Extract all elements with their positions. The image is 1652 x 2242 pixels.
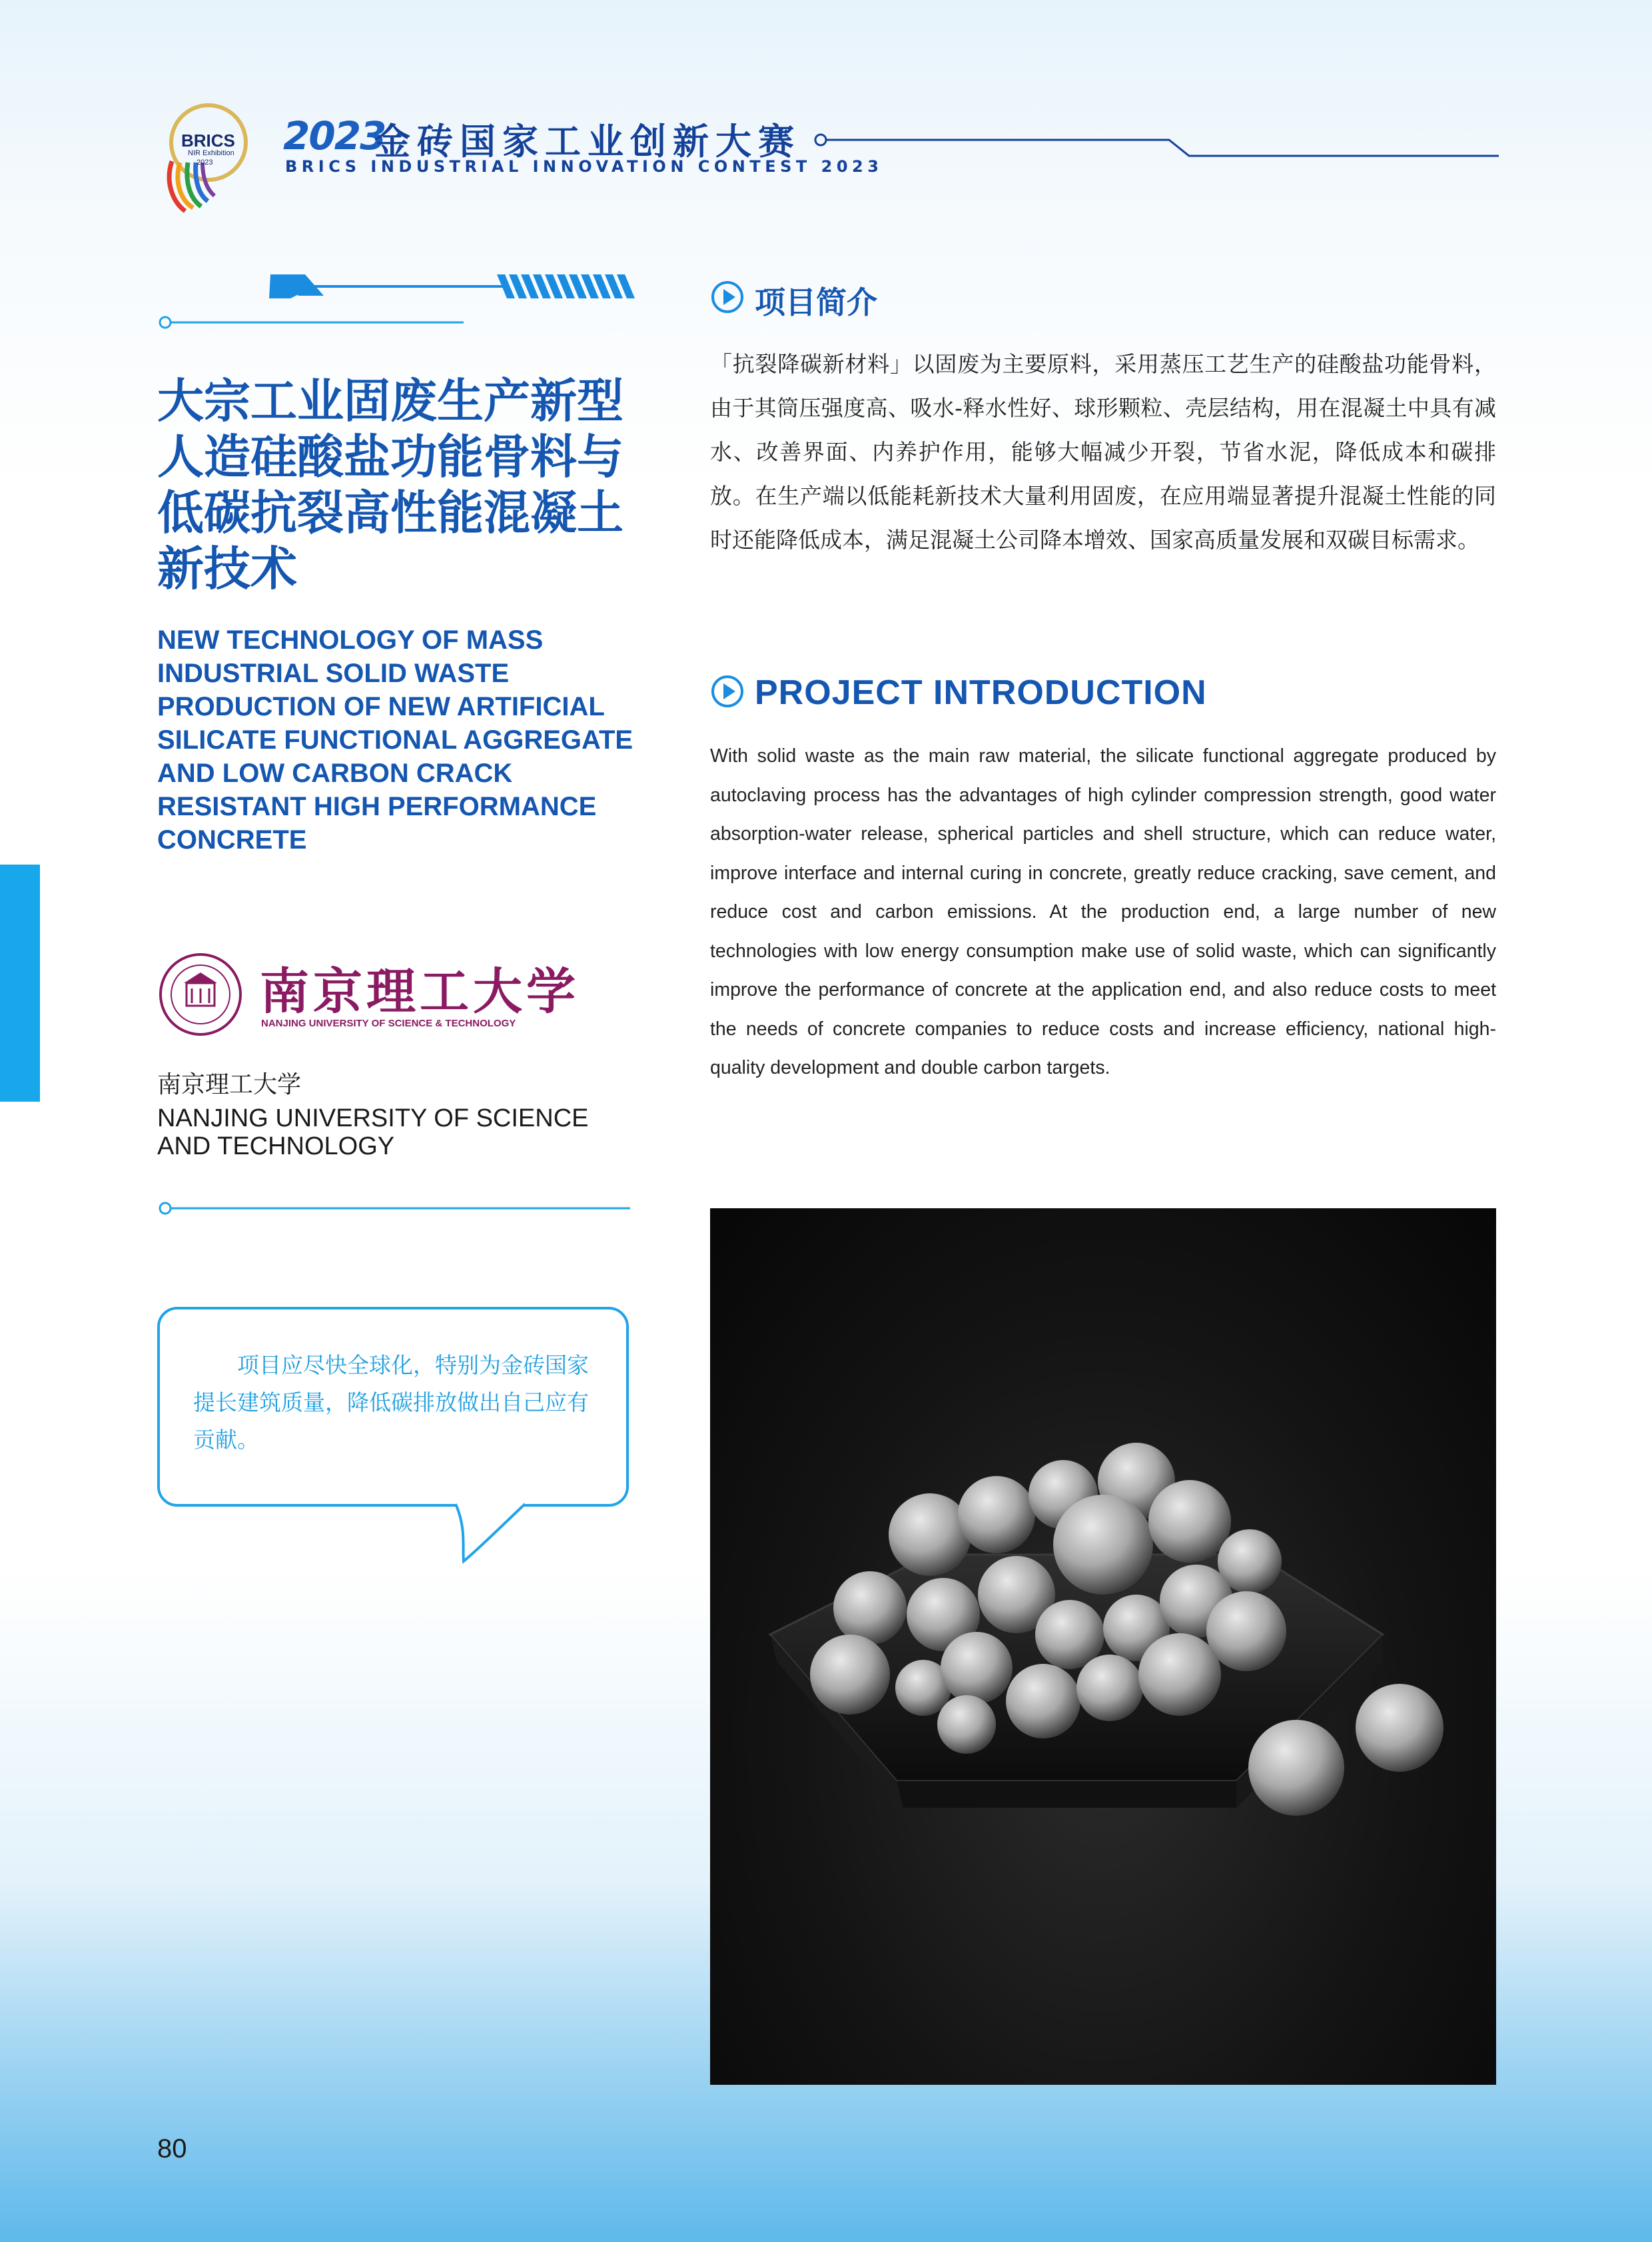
quote-text: 项目应尽快全球化，特别为金砖国家提长建筑质量，降低碳排放做出自己应有贡献。 <box>193 1352 589 1453</box>
side-accent-bar <box>0 865 40 1102</box>
play-circle-icon <box>710 674 745 709</box>
organization-divider <box>157 1199 631 1218</box>
university-seal <box>157 951 244 1038</box>
brics-logo <box>159 101 258 214</box>
play-circle-icon <box>710 280 745 314</box>
header-title-cn: 金砖国家工业创新大赛 <box>374 121 801 163</box>
aggregate-balls-illustration <box>710 1208 1496 2085</box>
header-title-en: BRICS INDUSTRIAL INNOVATION CONTEST 2023 <box>285 157 883 176</box>
product-photo <box>710 1208 1496 2085</box>
intro-en-body: With solid waste as the main raw material, the silicate functional aggregate produced by autoclaving process has the advantages of high cylinder compression strength, good water absorption-water release, spherical particles and shell structure, which can reduce water, improve interface and internal curing in concrete, greatly reduce cracking, save cement, and reduce cost and carbon emissions. At the production end, a large number of new technologies with low energy consumption make use of solid waste, which can significantly improve the performance of concrete at the application end, and also reduce costs to meet the needs of concrete companies to reduce costs and increase efficiency, national high-quality development and double carbon targets. <box>710 745 1496 1078</box>
header-divider-line <box>813 131 1499 161</box>
organization-name-cn: 南京理工大学 <box>157 1071 302 1098</box>
project-title-en: NEW TECHNOLOGY OF MASS INDUSTRIAL SOLID WASTE PRODUCTION OF NEW ARTIFICIAL SILICATE FUNCTIONAL AGGREGATE AND LOW CARBON CRACK RESISTANT HIGH PERFORMANCE CONCRETE <box>157 625 633 855</box>
quote-bubble-tail <box>453 1501 533 1568</box>
brics-logo-word: BRICS <box>181 131 235 151</box>
intro-cn-heading: 项目简介 <box>755 284 877 320</box>
university-logo-subtitle: NANJING UNIVERSITY OF SCIENCE & TECHNOLOGY <box>261 1018 516 1029</box>
project-title-cn: 大宗工业固废生产新型人造硅酸盐功能骨料与低碳抗裂高性能混凝土新技术 <box>157 374 623 596</box>
intro-en-heading: PROJECT INTRODUCTION <box>755 673 1207 712</box>
title-decoration <box>157 266 637 333</box>
organization-name-en: NANJING UNIVERSITY OF SCIENCE AND TECHNOLOGY <box>157 1104 589 1160</box>
brics-logo-sub: NIR Exhibition <box>188 149 234 157</box>
intro-cn-body: 「抗裂降碳新材料」以固废为主要原料，采用蒸压工艺生产的硅酸盐功能骨料，由于其筒压强度高、吸水-释水性好、球形颗粒、壳层结构，用在混凝土中具有减水、改善界面、内养护作用，能够大幅减少开裂，节省水泥，降低成本和碳排放。在生产端以低能耗新技术大量利用固废，在应用端显著提升混凝土性能的同时还能降低成本，满足混凝土公司降本增效、国家高质量发展和双碳目标需求。 <box>710 351 1496 553</box>
brics-logo-year: 2023 <box>197 159 213 167</box>
university-logo-wordmark: 南京理工大学 <box>260 963 580 1020</box>
header-year: 2023 <box>283 113 386 159</box>
page-number: 80 <box>157 2134 187 2163</box>
